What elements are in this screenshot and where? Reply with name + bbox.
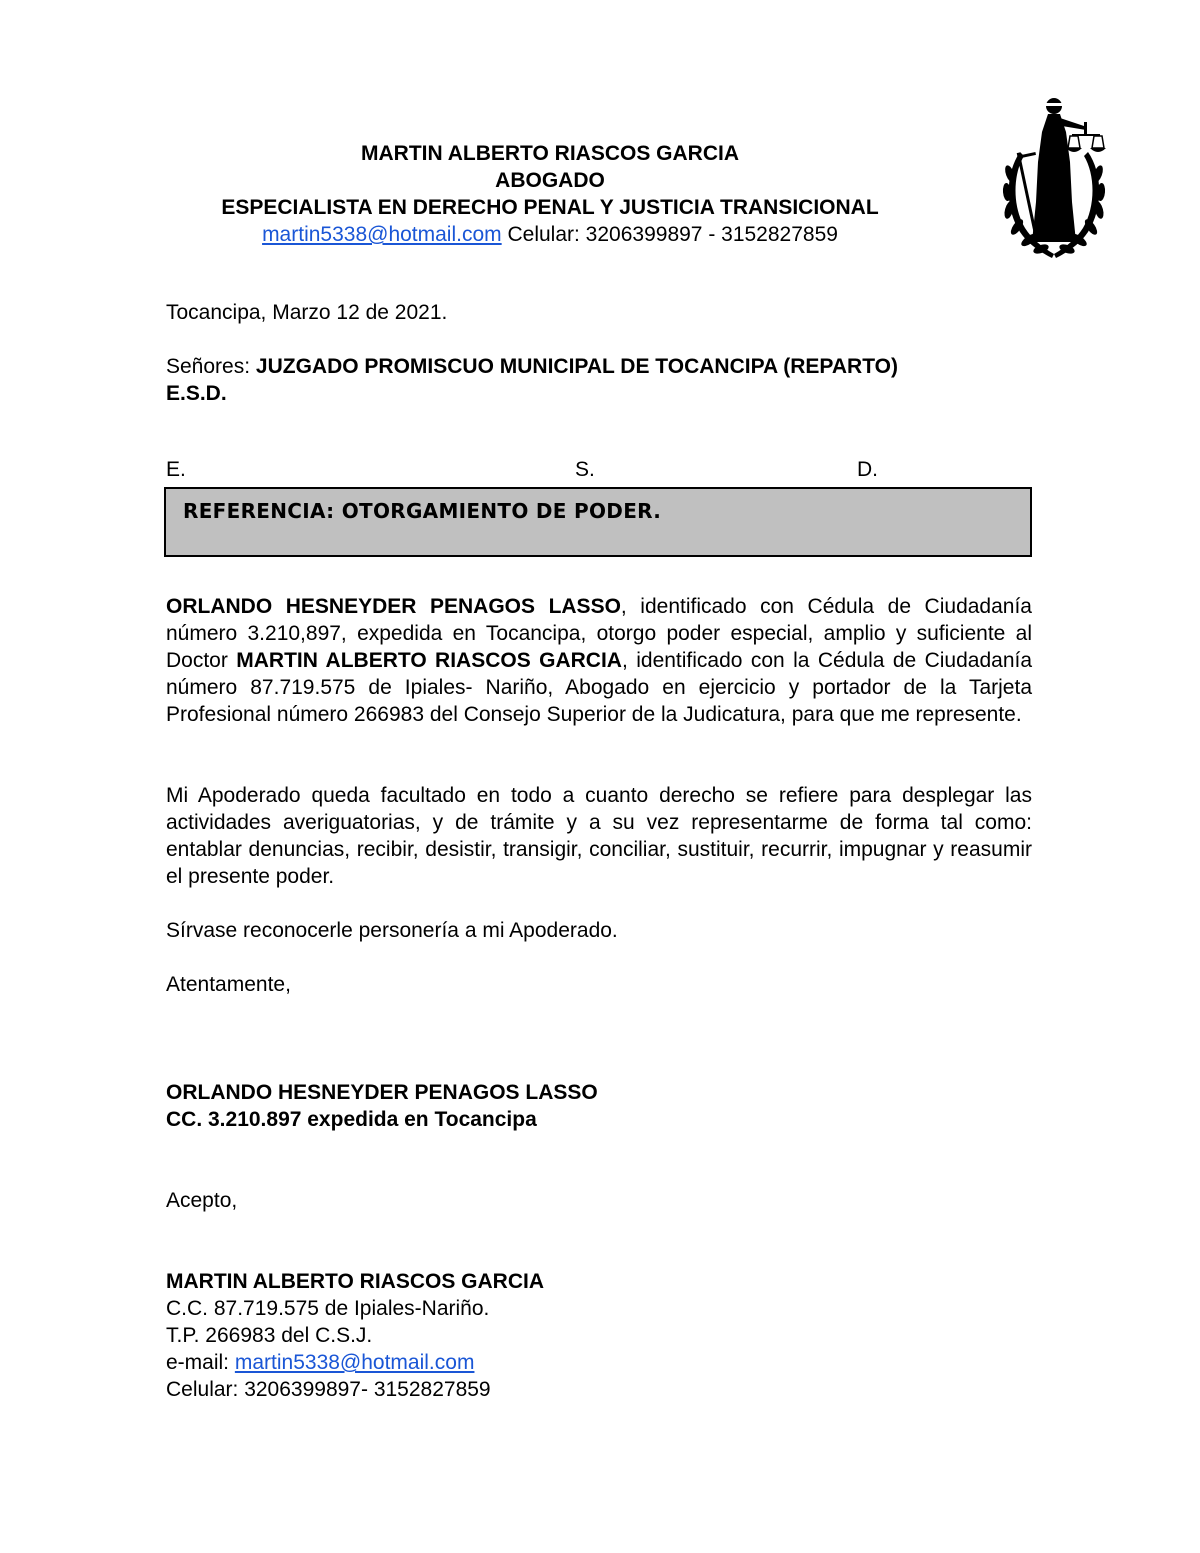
esd-spaced-row	[166, 458, 1032, 486]
grantor-signature-id: CC. 3.210.897 expedida en Tocancipa	[166, 1108, 537, 1131]
addressee-esd: E.S.D.	[166, 382, 227, 405]
attorney-name-inline: MARTIN ALBERTO RIASCOS GARCIA	[236, 649, 622, 672]
grantor-name-inline: ORLANDO HESNEYDER PENAGOS LASSO	[166, 595, 621, 618]
reference-text: REFERENCIA: OTORGAMIENTO DE PODER.	[183, 499, 662, 523]
letterhead-phone: Celular: 3206399897 - 3152827859	[501, 223, 838, 246]
addressee-prefix: Señores:	[166, 355, 256, 378]
attorney-signature-name: MARTIN ALBERTO RIASCOS GARCIA	[166, 1270, 544, 1293]
esd-s: S.	[575, 458, 595, 481]
addressee-court: JUZGADO PROMISCUO MUNICIPAL DE TOCANCIPA (REPARTO)	[255, 355, 898, 378]
attorney-signature-cc: C.C. 87.719.575 de Ipiales-Nariño.	[166, 1297, 490, 1320]
p1-part2: , identificado con la Cédula de Ciudadanía número 87.719.575 de Ipiales- Nariño, Abogado en ejercicio y portador de la Tarjeta Profesional número 266983 del Consejo Superior de la Judicatura, para que me represente.	[166, 649, 1033, 726]
closing: Atentamente,	[166, 973, 291, 996]
attorney-signature-phone: Celular: 3206399897- 3152827859	[166, 1378, 491, 1401]
letterhead-email-link[interactable]: martin5338@hotmail.com	[262, 223, 502, 246]
attorney-signature	[166, 1268, 1032, 1403]
esd-d: D.	[857, 458, 878, 481]
attorney-email-label: e-mail:	[166, 1351, 235, 1374]
attorney-email-link[interactable]: martin5338@hotmail.com	[234, 1351, 475, 1374]
body-paragraph-2: Mi Apoderado queda facultado en todo a cuanto derecho se refiere para desplegar las actividades averiguatorias, y de trámite y a su vez representarme de forma tal como: entablar denuncias, recibir, desistir, transigir, conciliar, sustituir, recurrir, impugnar y reasumir el presente poder.	[166, 784, 1032, 888]
body-paragraph-1	[166, 593, 1032, 728]
date-line: Tocancipa, Marzo 12 de 2021.	[166, 301, 448, 324]
letterhead	[150, 140, 950, 248]
letterhead-name: MARTIN ALBERTO RIASCOS GARCIA	[361, 142, 739, 165]
grantor-signature	[166, 1079, 1032, 1133]
p1-part1: , identificado con Cédula de Ciudadanía número 3.210,897, expedida en Tocancipa, otorgo poder especial, amplio y suficiente al Doctor	[166, 595, 1032, 672]
accept-line: Acepto,	[166, 1189, 238, 1212]
letterhead-title: ABOGADO	[495, 169, 605, 192]
body-paragraph-3: Sírvase reconocerle personería a mi Apoderado.	[166, 919, 618, 942]
lady-justice-icon	[998, 92, 1110, 262]
reference-box	[164, 487, 1032, 557]
letterhead-contact	[150, 221, 950, 248]
attorney-signature-tp: T.P. 266983 del C.S.J.	[166, 1324, 373, 1347]
letterhead-specialty: ESPECIALISTA EN DERECHO PENAL Y JUSTICIA TRANSICIONAL	[221, 196, 879, 219]
grantor-signature-name: ORLANDO HESNEYDER PENAGOS LASSO	[166, 1081, 598, 1104]
addressee	[166, 353, 1032, 407]
attorney-signature-email-line	[166, 1349, 1032, 1376]
esd-e: E.	[166, 458, 186, 481]
